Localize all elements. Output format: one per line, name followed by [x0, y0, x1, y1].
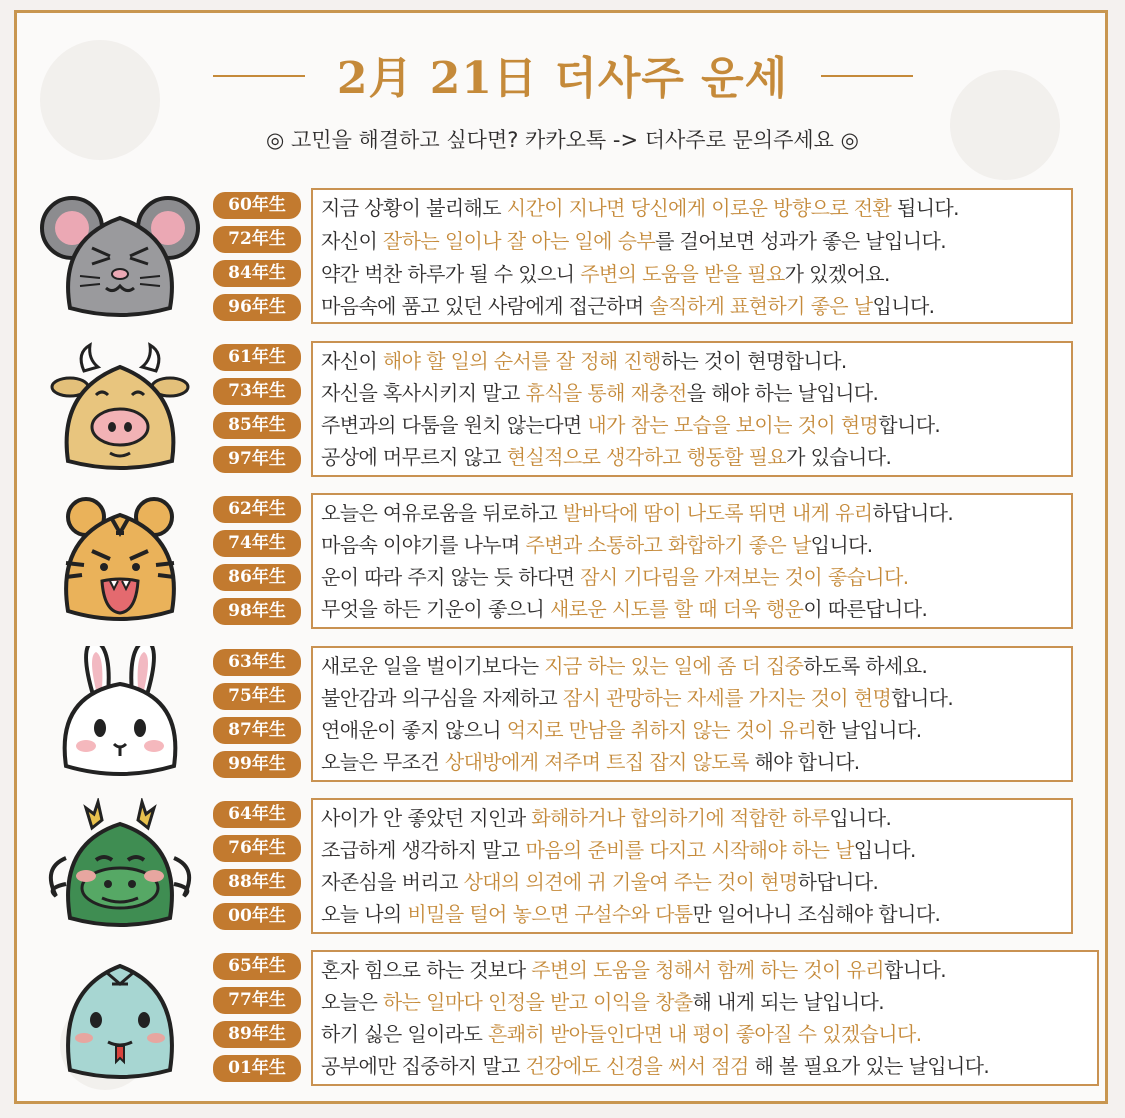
- fortune-line: 오늘은 하는 일마다 인정을 받고 이익을 창출해 내게 되는 날입니다.: [321, 990, 885, 1014]
- fortune-line: 하기 싫은 일이라도 흔쾌히 받아들인다면 내 평이 좋아질 수 있겠습니다.: [321, 1022, 922, 1046]
- fortune-box: [311, 798, 1073, 934]
- fortune-line: 연애운이 좋지 않으니 억지로 만남을 취하지 않는 것이 유리한 날입니다.: [321, 718, 922, 742]
- year-badge: 72年生: [213, 226, 301, 253]
- year-badge: 99年生: [213, 751, 301, 778]
- fortune-line: 자신이 해야 할 일의 순서를 잘 정해 진행하는 것이 현명합니다.: [321, 349, 847, 373]
- fortune-line: 오늘은 무조건 상대방에게 져주며 트집 잡지 않도록 해야 합니다.: [321, 750, 860, 774]
- year-badge: 65年生: [213, 953, 301, 980]
- fortune-box: [311, 950, 1099, 1086]
- year-badge: 85年生: [213, 412, 301, 439]
- year-badge: 00年生: [213, 903, 301, 930]
- fortune-line: 운이 따라 주지 않는 듯 하다면 잠시 기다림을 가져보는 것이 좋습니다.: [321, 565, 909, 589]
- zodiac-group-rabbit: [0, 646, 1125, 786]
- rabbit-icon: [36, 646, 204, 786]
- year-badge: 88年生: [213, 869, 301, 896]
- fortune-line: 마음속 이야기를 나누며 주변과 소통하고 화합하기 좋은 날입니다.: [321, 533, 873, 557]
- fortune-line: 지금 상황이 불리해도 시간이 지나면 당신에게 이로운 방향으로 전환 됩니다.: [321, 196, 959, 220]
- year-badge: 73年生: [213, 378, 301, 405]
- dragon-icon: [36, 798, 204, 938]
- fortune-box: [311, 188, 1073, 324]
- year-badge: 77年生: [213, 987, 301, 1014]
- year-badge: 86年生: [213, 564, 301, 591]
- year-badge: 89年生: [213, 1021, 301, 1048]
- year-badge: 87年生: [213, 717, 301, 744]
- fortune-line: 오늘은 여유로움을 뒤로하고 발바닥에 땀이 나도록 뛰면 내게 유리하답니다.: [321, 501, 954, 525]
- title-rule-left: [213, 75, 305, 77]
- zodiac-group-dragon: [0, 798, 1125, 938]
- fortune-line: 공부에만 집중하지 말고 건강에도 신경을 써서 점검 해 볼 필요가 있는 날입니다.: [321, 1054, 990, 1078]
- fortune-line: 혼자 힘으로 하는 것보다 주변의 도움을 청해서 함께 하는 것이 유리합니다.: [321, 958, 946, 982]
- page-subtitle: ◎ 고민을 해결하고 싶다면? 카카오톡 -> 더사주로 문의주세요 ◎: [266, 128, 859, 152]
- year-badge: 60年生: [213, 192, 301, 219]
- year-badge: 64年生: [213, 801, 301, 828]
- fortune-line: 무엇을 하든 기운이 좋으니 새로운 시도를 할 때 더욱 행운이 따른답니다.: [321, 597, 928, 621]
- title-rule-right: [821, 75, 913, 77]
- fortune-line: 공상에 머무르지 않고 현실적으로 생각하고 행동할 필요가 있습니다.: [321, 445, 892, 469]
- fortune-line: 마음속에 품고 있던 사람에게 접근하며 솔직하게 표현하기 좋은 날입니다.: [321, 294, 935, 318]
- fortune-line: 주변과의 다툼을 원치 않는다면 내가 참는 모습을 보이는 것이 현명합니다.: [321, 413, 941, 437]
- fortune-box: [311, 341, 1073, 477]
- fortune-box: [311, 646, 1073, 782]
- page-title: 2月 21日 더사주 운세: [336, 53, 789, 104]
- rat-icon: [36, 188, 204, 328]
- title-row: [0, 42, 1125, 112]
- year-badge: 76年生: [213, 835, 301, 862]
- fortune-line: 자존심을 버리고 상대의 의견에 귀 기울여 주는 것이 현명하답니다.: [321, 870, 879, 894]
- year-badge: 75年生: [213, 683, 301, 710]
- fortune-line: 오늘 나의 비밀을 털어 놓으면 구설수와 다툼만 일어나니 조심해야 합니다.: [321, 902, 941, 926]
- snake-icon: [36, 950, 204, 1090]
- fortune-line: 사이가 안 좋았던 지인과 화해하거나 합의하기에 적합한 하루입니다.: [321, 806, 892, 830]
- zodiac-group-ox: [0, 341, 1125, 481]
- fortune-line: 자신이 잘하는 일이나 잘 아는 일에 승부를 걸어보면 성과가 좋은 날입니다.: [321, 229, 946, 253]
- year-badge: 96年生: [213, 294, 301, 321]
- ox-icon: [36, 341, 204, 481]
- year-badge: 74年生: [213, 530, 301, 557]
- zodiac-group-tiger: [0, 493, 1125, 633]
- year-badge: 84年生: [213, 260, 301, 287]
- year-badge: 61年生: [213, 344, 301, 371]
- fortune-line: 새로운 일을 벌이기보다는 지금 하는 있는 일에 좀 더 집중하도록 하세요.: [321, 654, 928, 678]
- zodiac-group-snake: [0, 950, 1125, 1090]
- fortune-box: [311, 493, 1073, 629]
- tiger-icon: [36, 493, 204, 633]
- fortune-line: 조급하게 생각하지 말고 마음의 준비를 다지고 시작해야 하는 날입니다.: [321, 838, 916, 862]
- year-badge: 01年生: [213, 1055, 301, 1082]
- year-badge: 97年生: [213, 446, 301, 473]
- fortune-line: 자신을 혹사시키지 말고 휴식을 통해 재충전을 해야 하는 날입니다.: [321, 381, 879, 405]
- fortune-line: 약간 벅찬 하루가 될 수 있으니 주변의 도움을 받을 필요가 있겠어요.: [321, 262, 890, 286]
- year-badge: 63年生: [213, 649, 301, 676]
- year-badge: 62年生: [213, 496, 301, 523]
- year-badge: 98年生: [213, 598, 301, 625]
- zodiac-group-rat: [0, 188, 1125, 328]
- fortune-line: 불안감과 의구심을 자제하고 잠시 관망하는 자세를 가지는 것이 현명합니다.: [321, 686, 954, 710]
